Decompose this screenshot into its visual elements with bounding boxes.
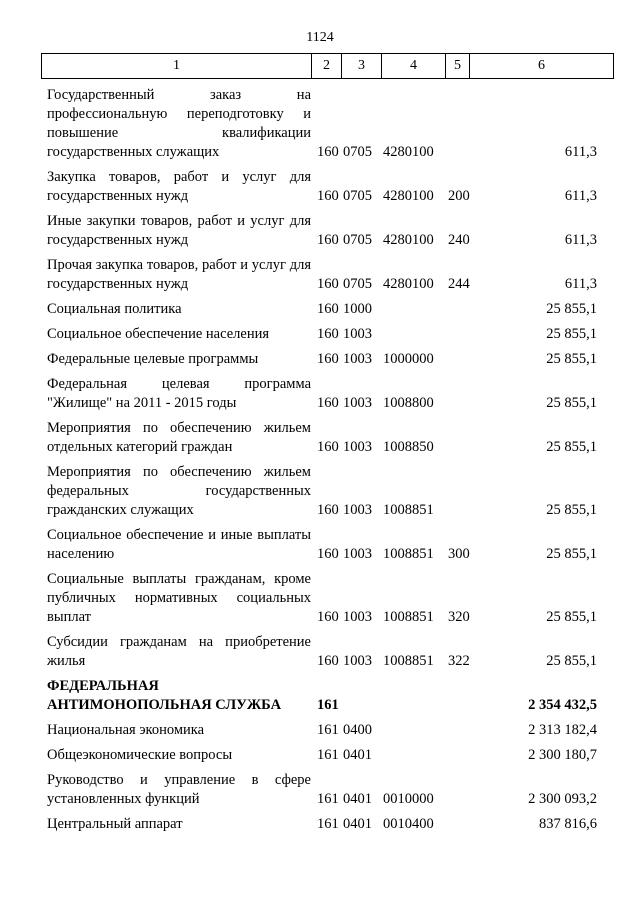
row-amount-cell: 2 354 432,5 (528, 697, 597, 713)
row-name-cell: Социальное обеспечение населения (47, 326, 270, 342)
row-chapter-cell: 160 (317, 502, 339, 518)
row-name-cell: Федеральная целевая программа "Жилище" на 2011 - 2015 годы (47, 376, 311, 411)
row-chapter-cell: 160 (317, 144, 339, 160)
row-name-cell: Руководство и управление в сфере установленных функций (47, 772, 311, 807)
row-target-article-cell (381, 743, 445, 768)
row-target-article-cell: 4280100 (383, 144, 434, 160)
row-section-cell: 1003 (343, 351, 372, 367)
row-target-article-cell: 1008851 (383, 502, 434, 518)
row-name-cell: ФЕДЕРАЛЬНАЯ АНТИМОНОПОЛЬНАЯ СЛУЖБА (47, 678, 282, 713)
row-section-cell (341, 674, 381, 718)
row-expense-type-cell (445, 416, 469, 460)
table-row (41, 768, 613, 812)
row-name-cell: Прочая закупка товаров, работ и услуг для государственных нужд (47, 257, 311, 292)
row-section-cell: 0705 (343, 276, 372, 292)
row-chapter-cell: 161 (317, 722, 339, 738)
row-section-cell: 0401 (343, 747, 372, 763)
row-target-article-cell: 1000000 (383, 351, 434, 367)
row-name-cell: Субсидии гражданам на приобретение жилья (47, 634, 311, 669)
column-header-2: 2 (312, 54, 342, 79)
row-section-cell: 1000 (343, 301, 372, 317)
row-target-article-cell (381, 297, 445, 322)
row-amount-cell: 25 855,1 (546, 546, 597, 562)
row-expense-type-cell: 200 (448, 188, 470, 204)
row-section-cell: 1003 (343, 653, 372, 669)
row-expense-type-cell (445, 83, 469, 165)
row-section-cell: 1003 (343, 439, 372, 455)
row-amount-cell: 837 816,6 (539, 816, 597, 832)
table-row (41, 347, 613, 372)
row-amount-cell: 25 855,1 (546, 326, 597, 342)
row-section-cell: 1003 (343, 502, 372, 518)
table-row (41, 567, 613, 630)
row-name-cell: Социальное обеспечение и иные выплаты населению (47, 527, 311, 562)
row-expense-type-cell (445, 743, 469, 768)
row-amount-cell: 2 300 180,7 (528, 747, 597, 763)
row-expense-type-cell (445, 322, 469, 347)
row-amount-cell: 25 855,1 (546, 439, 597, 455)
row-target-article-cell (381, 718, 445, 743)
row-expense-type-cell: 322 (448, 653, 470, 669)
row-target-article-cell: 1008800 (383, 395, 434, 411)
row-section-cell: 0400 (343, 722, 372, 738)
row-chapter-cell: 160 (317, 301, 339, 317)
row-chapter-cell: 160 (317, 653, 339, 669)
row-section-cell: 0705 (343, 188, 372, 204)
row-target-article-cell: 4280100 (383, 188, 434, 204)
budget-table (41, 83, 613, 837)
row-amount-cell: 25 855,1 (546, 653, 597, 669)
row-expense-type-cell (445, 372, 469, 416)
row-amount-cell: 25 855,1 (546, 502, 597, 518)
row-section-cell: 0705 (343, 232, 372, 248)
row-expense-type-cell (445, 460, 469, 523)
table-row (41, 209, 613, 253)
row-section-cell: 1003 (343, 609, 372, 625)
row-amount-cell: 611,3 (564, 188, 597, 204)
row-chapter-cell: 160 (317, 232, 339, 248)
row-name-cell: Мероприятия по обеспечению жильем отдельных категорий граждан (47, 420, 311, 455)
row-expense-type-cell: 240 (448, 232, 470, 248)
row-amount-cell: 25 855,1 (546, 351, 597, 367)
row-section-cell: 1003 (343, 326, 372, 342)
table-row (41, 523, 613, 567)
column-header-row (42, 54, 614, 79)
column-header-5: 5 (446, 54, 470, 79)
row-name-cell: Социальные выплаты гражданам, кроме публичных нормативных социальных выплат (47, 571, 311, 625)
row-chapter-cell: 160 (317, 351, 339, 367)
row-name-cell: Социальная политика (47, 301, 182, 317)
row-amount-cell: 25 855,1 (546, 301, 597, 317)
row-chapter-cell: 160 (317, 395, 339, 411)
row-name-cell: Федеральные целевые программы (47, 351, 259, 367)
row-chapter-cell: 160 (317, 439, 339, 455)
table-row (41, 416, 613, 460)
column-header-table (41, 53, 614, 79)
table-row (41, 743, 613, 768)
row-expense-type-cell: 300 (448, 546, 470, 562)
table-row (41, 812, 613, 837)
column-header-3: 3 (342, 54, 382, 79)
column-header-6: 6 (470, 54, 614, 79)
row-chapter-cell: 161 (317, 747, 339, 763)
row-section-cell: 1003 (343, 546, 372, 562)
row-name-cell: Национальная экономика (47, 722, 205, 738)
row-chapter-cell: 161 (317, 697, 339, 713)
row-section-cell: 0401 (343, 816, 372, 832)
column-header-1: 1 (42, 54, 312, 79)
row-chapter-cell: 160 (317, 546, 339, 562)
row-name-cell: Мероприятия по обеспечению жильем федеральных государственных гражданских служащих (47, 464, 311, 518)
row-target-article-cell: 1008850 (383, 439, 434, 455)
row-target-article-cell (381, 322, 445, 347)
row-amount-cell: 611,3 (564, 276, 597, 292)
row-name-cell: Государственный заказ на профессиональную переподготовку и повышение квалификации государственных служащих (47, 87, 311, 160)
row-name-cell: Иные закупки товаров, работ и услуг для государственных нужд (47, 213, 311, 248)
row-name-cell: Общеэкономические вопросы (47, 747, 233, 763)
row-expense-type-cell: 320 (448, 609, 470, 625)
row-target-article-cell: 0010000 (383, 791, 434, 807)
row-section-cell: 0401 (343, 791, 372, 807)
row-chapter-cell: 160 (317, 276, 339, 292)
row-expense-type-cell (445, 718, 469, 743)
row-chapter-cell: 160 (317, 326, 339, 342)
table-row (41, 372, 613, 416)
table-row (41, 165, 613, 209)
table-row (41, 297, 613, 322)
page-number: 1124 (306, 30, 334, 45)
row-amount-cell: 2 300 093,2 (528, 791, 597, 807)
row-amount-cell: 2 313 182,4 (528, 722, 597, 738)
row-expense-type-cell: 244 (448, 276, 470, 292)
row-target-article-cell: 4280100 (383, 276, 434, 292)
row-section-cell: 1003 (343, 395, 372, 411)
row-name-cell: Центральный аппарат (47, 816, 183, 832)
row-expense-type-cell (445, 297, 469, 322)
row-expense-type-cell (445, 812, 469, 837)
row-amount-cell: 25 855,1 (546, 609, 597, 625)
table-row (41, 460, 613, 523)
table-row (41, 322, 613, 347)
table-row (41, 718, 613, 743)
table-row (41, 674, 613, 718)
row-expense-type-cell (445, 768, 469, 812)
row-section-cell: 0705 (343, 144, 372, 160)
row-name-cell: Закупка товаров, работ и услуг для государственных нужд (47, 169, 311, 204)
column-header-4: 4 (382, 54, 446, 79)
table-row (41, 253, 613, 297)
row-expense-type-cell (445, 347, 469, 372)
table-row (41, 83, 613, 165)
row-target-article-cell: 4280100 (383, 232, 434, 248)
row-chapter-cell: 160 (317, 188, 339, 204)
row-target-article-cell (381, 674, 445, 718)
row-amount-cell: 611,3 (564, 144, 597, 160)
row-amount-cell: 25 855,1 (546, 395, 597, 411)
row-target-article-cell: 0010400 (383, 816, 434, 832)
row-chapter-cell: 161 (317, 791, 339, 807)
row-chapter-cell: 161 (317, 816, 339, 832)
row-expense-type-cell (445, 674, 469, 718)
budget-table-body (41, 83, 613, 837)
table-row (41, 630, 613, 674)
row-target-article-cell: 1008851 (383, 546, 434, 562)
row-amount-cell: 611,3 (564, 232, 597, 248)
row-chapter-cell: 160 (317, 609, 339, 625)
row-target-article-cell: 1008851 (383, 609, 434, 625)
row-target-article-cell: 1008851 (383, 653, 434, 669)
